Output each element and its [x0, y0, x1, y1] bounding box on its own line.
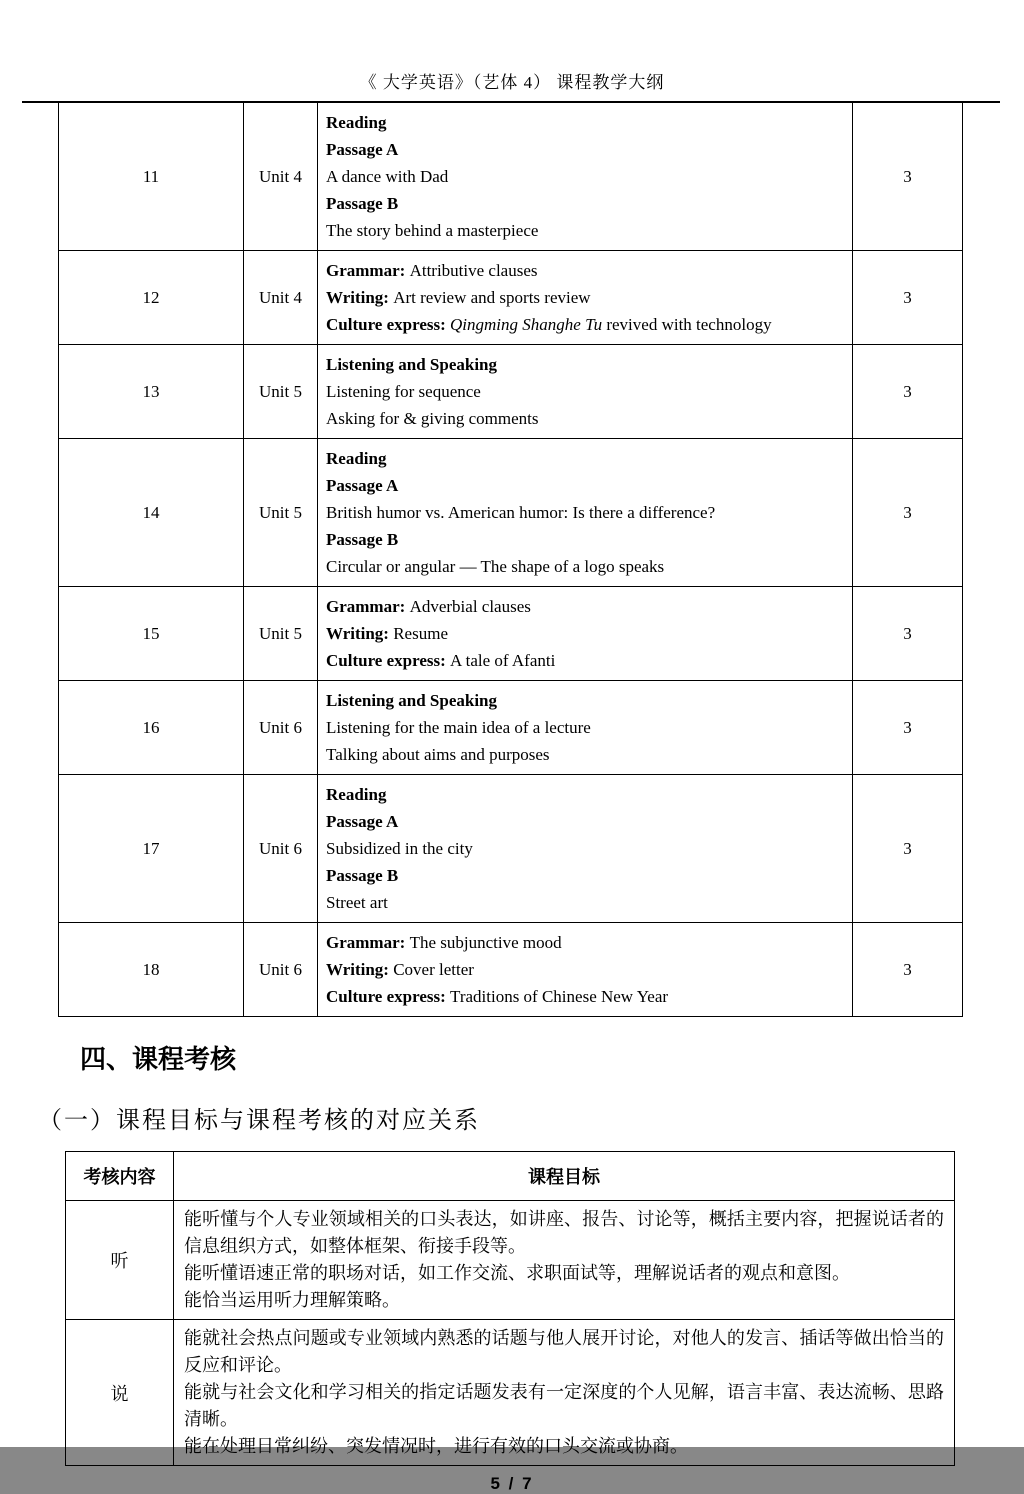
schedule-content-segment: Art review and sports review — [393, 288, 591, 307]
schedule-content-line — [326, 714, 846, 741]
schedule-content-segment: Reading — [326, 785, 387, 804]
schedule-content-line — [326, 257, 846, 284]
schedule-unit-cell: Unit 5 — [244, 587, 318, 681]
assessment-header-row — [66, 1152, 955, 1201]
schedule-content-line — [326, 445, 846, 472]
schedule-content-segment: Resume — [393, 624, 448, 643]
schedule-row — [59, 103, 963, 251]
assessment-table-head — [66, 1152, 955, 1201]
schedule-content-segment: Listening and Speaking — [326, 691, 498, 710]
schedule-content-segment: Grammar: — [326, 933, 410, 952]
schedule-hours-cell: 3 — [853, 439, 963, 587]
schedule-week-cell: 16 — [59, 681, 244, 775]
schedule-content-segment: revived with technology — [602, 315, 772, 334]
schedule-hours-cell: 3 — [853, 345, 963, 439]
schedule-content-segment: Attributive clauses — [409, 261, 538, 280]
document-header — [0, 0, 1024, 93]
schedule-content-segment: Culture express: — [326, 651, 451, 670]
schedule-row — [59, 587, 963, 681]
schedule-hours-cell: 3 — [853, 251, 963, 345]
schedule-content-segment: Passage B — [326, 866, 399, 885]
schedule-content-line — [326, 553, 846, 580]
schedule-content-cell — [318, 103, 853, 251]
schedule-content-segment: The subjunctive mood — [409, 933, 562, 952]
assessment-skill-cell: 听 — [66, 1201, 174, 1320]
schedule-content-segment: British humor vs. American humor: Is there a difference? — [326, 503, 716, 522]
schedule-content-line — [326, 217, 846, 244]
schedule-hours-cell: 3 — [853, 775, 963, 923]
assessment-header-content: 考核内容 — [66, 1152, 174, 1201]
schedule-content-segment: A dance with Dad — [326, 167, 449, 186]
schedule-content-segment: The story behind a masterpiece — [326, 221, 539, 240]
schedule-content-line — [326, 378, 846, 405]
assessment-row — [66, 1201, 955, 1320]
schedule-hours-cell: 3 — [853, 103, 963, 251]
schedule-unit-cell: Unit 4 — [244, 251, 318, 345]
schedule-content-segment: Listening for the main idea of a lecture — [326, 718, 591, 737]
schedule-content-line — [326, 499, 846, 526]
schedule-week-cell: 14 — [59, 439, 244, 587]
schedule-content-segment: Reading — [326, 449, 387, 468]
schedule-content-segment: Asking for & giving comments — [326, 409, 539, 428]
schedule-week-cell: 17 — [59, 775, 244, 923]
schedule-content-line — [326, 808, 846, 835]
schedule-content-line — [326, 284, 846, 311]
schedule-content-segment: Traditions of Chinese New Year — [450, 987, 669, 1006]
schedule-content-line — [326, 835, 846, 862]
schedule-content-line — [326, 862, 846, 889]
schedule-content-segment: Culture express: — [326, 987, 451, 1006]
schedule-content-line — [326, 472, 846, 499]
assessment-objective: 能听懂与个人专业领域相关的口头表达，如讲座、报告、讨论等，概括主要内容，把握说话者的信息组织方式，如整体框架、衔接手段等。 — [184, 1209, 944, 1256]
schedule-week-cell: 11 — [59, 103, 244, 251]
schedule-content-segment: Listening for sequence — [326, 382, 481, 401]
schedule-content-line — [326, 190, 846, 217]
schedule-hours-cell: 3 — [853, 587, 963, 681]
schedule-content-cell — [318, 923, 853, 1017]
schedule-unit-cell: Unit 4 — [244, 103, 318, 251]
schedule-content-line — [326, 109, 846, 136]
schedule-content-line — [326, 647, 846, 674]
assessment-objective: 能就与社会文化和学习相关的指定话题发表有一定深度的个人见解，语言丰富、表达流畅、思路清晰。 — [184, 1382, 944, 1429]
schedule-content-segment: Passage B — [326, 530, 399, 549]
schedule-unit-cell: Unit 5 — [244, 345, 318, 439]
schedule-unit-cell: Unit 6 — [244, 681, 318, 775]
schedule-hours-cell: 3 — [853, 681, 963, 775]
schedule-content-segment: Passage A — [326, 140, 399, 159]
schedule-content-segment: Cover letter — [393, 960, 474, 979]
schedule-content-segment: Writing: — [326, 960, 394, 979]
schedule-content-cell — [318, 251, 853, 345]
schedule-content-segment: Culture express: — [326, 315, 451, 334]
schedule-content-segment: Adverbial clauses — [409, 597, 531, 616]
assessment-objective: 能听懂语速正常的职场对话，如工作交流、求职面试等，理解说话者的观点和意图。 — [184, 1263, 850, 1283]
schedule-content-line — [326, 983, 846, 1010]
schedule-content-segment: Writing: — [326, 624, 394, 643]
schedule-unit-cell: Unit 5 — [244, 439, 318, 587]
schedule-content-segment: Passage B — [326, 194, 399, 213]
schedule-table-body — [59, 103, 963, 1017]
schedule-content-segment: Grammar: — [326, 261, 410, 280]
schedule-content-segment: Listening and Speaking — [326, 355, 498, 374]
schedule-content-segment: Writing: — [326, 288, 394, 307]
schedule-content-line — [326, 741, 846, 768]
schedule-content-segment: Grammar: — [326, 597, 410, 616]
assessment-objective: 能恰当运用听力理解策略。 — [184, 1290, 400, 1310]
schedule-content-cell — [318, 345, 853, 439]
schedule-content-cell — [318, 681, 853, 775]
schedule-content-line — [326, 956, 846, 983]
schedule-content-line — [326, 781, 846, 808]
assessment-objectives-cell — [174, 1320, 955, 1466]
page-number: 5 / 7 — [490, 1474, 534, 1493]
schedule-row — [59, 775, 963, 923]
assessment-skill-cell: 说 — [66, 1320, 174, 1466]
schedule-week-cell: 13 — [59, 345, 244, 439]
schedule-content-segment: A tale of Afanti — [450, 651, 556, 670]
assessment-table-body — [66, 1201, 955, 1466]
schedule-content-segment: Qingming Shanghe Tu — [450, 315, 603, 334]
schedule-week-cell: 12 — [59, 251, 244, 345]
schedule-content-line — [326, 620, 846, 647]
assessment-objectives-cell — [174, 1201, 955, 1320]
schedule-content-segment: Passage A — [326, 476, 399, 495]
assessment-objective: 能在处理日常纠纷、突发情况时，进行有效的口头交流或协商。 — [184, 1436, 688, 1456]
schedule-row — [59, 681, 963, 775]
schedule-content-line — [326, 311, 846, 338]
schedule-hours-cell: 3 — [853, 923, 963, 1017]
assessment-header-objectives: 课程目标 — [174, 1152, 955, 1201]
schedule-content-line — [326, 889, 846, 916]
schedule-content-segment: Passage A — [326, 812, 399, 831]
schedule-unit-cell: Unit 6 — [244, 775, 318, 923]
schedule-content-line — [326, 136, 846, 163]
schedule-row — [59, 439, 963, 587]
schedule-row — [59, 345, 963, 439]
schedule-content-line — [326, 929, 846, 956]
schedule-content-line — [326, 687, 846, 714]
schedule-unit-cell: Unit 6 — [244, 923, 318, 1017]
schedule-content-segment: Reading — [326, 113, 387, 132]
schedule-week-cell: 18 — [59, 923, 244, 1017]
schedule-content-segment: Circular or angular — The shape of a logo speaks — [326, 557, 665, 576]
schedule-content-line — [326, 526, 846, 553]
assessment-table — [65, 1151, 955, 1466]
assessment-objective: 能就社会热点问题或专业领域内熟悉的话题与他人展开讨论，对他人的发言、插话等做出恰当的反应和评论。 — [184, 1328, 944, 1375]
schedule-content-segment: Talking about aims and purposes — [326, 745, 550, 764]
schedule-content-line — [326, 351, 846, 378]
assessment-row — [66, 1320, 955, 1466]
schedule-content-line — [326, 163, 846, 190]
section-title-assessment: 四、课程考核 — [80, 1044, 237, 1074]
subsection-title-mapping: （一）课程目标与课程考核的对应关系 — [38, 1108, 480, 1134]
schedule-content-line — [326, 593, 846, 620]
schedule-content-cell — [318, 775, 853, 923]
schedule-content-cell — [318, 587, 853, 681]
schedule-content-segment: Street art — [326, 893, 388, 912]
schedule-content-line — [326, 405, 846, 432]
schedule-row — [59, 923, 963, 1017]
schedule-table — [58, 102, 963, 1017]
schedule-row — [59, 251, 963, 345]
document-title: 《 大学英语》（艺体 4） 课程教学大纲 — [359, 73, 665, 92]
schedule-content-segment: Subsidized in the city — [326, 839, 473, 858]
schedule-content-cell — [318, 439, 853, 587]
schedule-week-cell: 15 — [59, 587, 244, 681]
